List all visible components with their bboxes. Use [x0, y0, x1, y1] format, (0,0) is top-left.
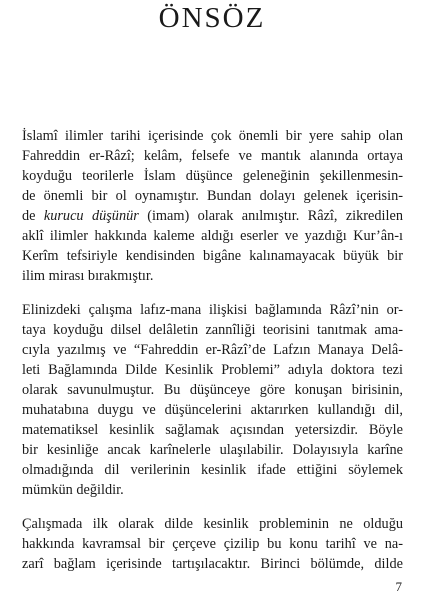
- text-line: bir kesinliğe ancak karînelerle ulaşılabilir. Dolayısıyla karîne: [22, 442, 403, 458]
- text-line: hakkında kavramsal bir çerçeve çizilip bu konu tarihî ve na-: [22, 536, 403, 552]
- text-line: leti Bağlamında Dilde Kesinlik Problemi” adıyla doktora tezi: [22, 362, 403, 378]
- text-line: de önemli bir ol oynamıştır. Bundan dolayı gelenek içerisin-: [22, 188, 403, 204]
- text-line: mümkün değildir.: [22, 482, 124, 498]
- emphasis: kurucu düşünür: [43, 208, 139, 224]
- text-line: Fahreddin er-Râzî; kelâm, felsefe ve mantık alanında ortaya: [22, 148, 403, 164]
- text-line: koyduğu teorilerle İslam düşünce geleneğinin şekillenmesin-: [22, 168, 403, 184]
- text-line-italic: de kurucu düşünür (imam) olarak anılmıştır. Râzî, zikredilen: [22, 208, 403, 224]
- text-line: muhatabına duygu ve düşüncelerini aktarırken kullandığı dil,: [22, 402, 403, 418]
- text-line: Elinizdeki çalışma lafız-mana ilişkisi bağlamında Râzî’nin or-: [22, 302, 403, 318]
- text-line: olarak savunulmuştur. Bu düşünceye göre konuşan birisinin,: [22, 382, 403, 398]
- text-line: cıyla yazılmış ve “Fahreddin er-Râzî’de Lafzın Manaya Delâ-: [22, 342, 403, 358]
- paragraph-1: [22, 126, 403, 286]
- text-line: taya koyduğu dilsel delâletin zannîliği teorisini tanıtmak ama-: [22, 322, 403, 338]
- text-line: İslamî ilimler tarihi içerisinde çok önemli bir yere sahip olan: [22, 128, 403, 144]
- text-line: Çalışmada ilk olarak dilde kesinlik probleminin ne olduğu: [22, 516, 403, 532]
- paragraph-2: [22, 300, 403, 500]
- text-line: zarî bağlam içerisinde tartışılacaktır. Birinci bölümde, dilde: [22, 556, 403, 572]
- paragraph-3: [22, 514, 403, 574]
- page-number: 7: [395, 579, 402, 594]
- text-line: olmadığında dil verilerinin kesinlik ifade ettiğini söylemek: [22, 462, 403, 478]
- text-line: aklî ilimler hakkında kaleme aldığı eserler ve yazdığı Kur’ân-ı: [22, 228, 403, 244]
- text-line: matematiksel kesinlik sağlamak açısından yetersizdir. Böyle: [22, 422, 403, 438]
- text-line: ilim mirası bırakmıştır.: [22, 268, 154, 284]
- text-line: Kerîm tefsiriyle kendisinden bigâne kalınamayacak büyük bir: [22, 248, 403, 264]
- page-title: ÖNSÖZ: [158, 2, 266, 34]
